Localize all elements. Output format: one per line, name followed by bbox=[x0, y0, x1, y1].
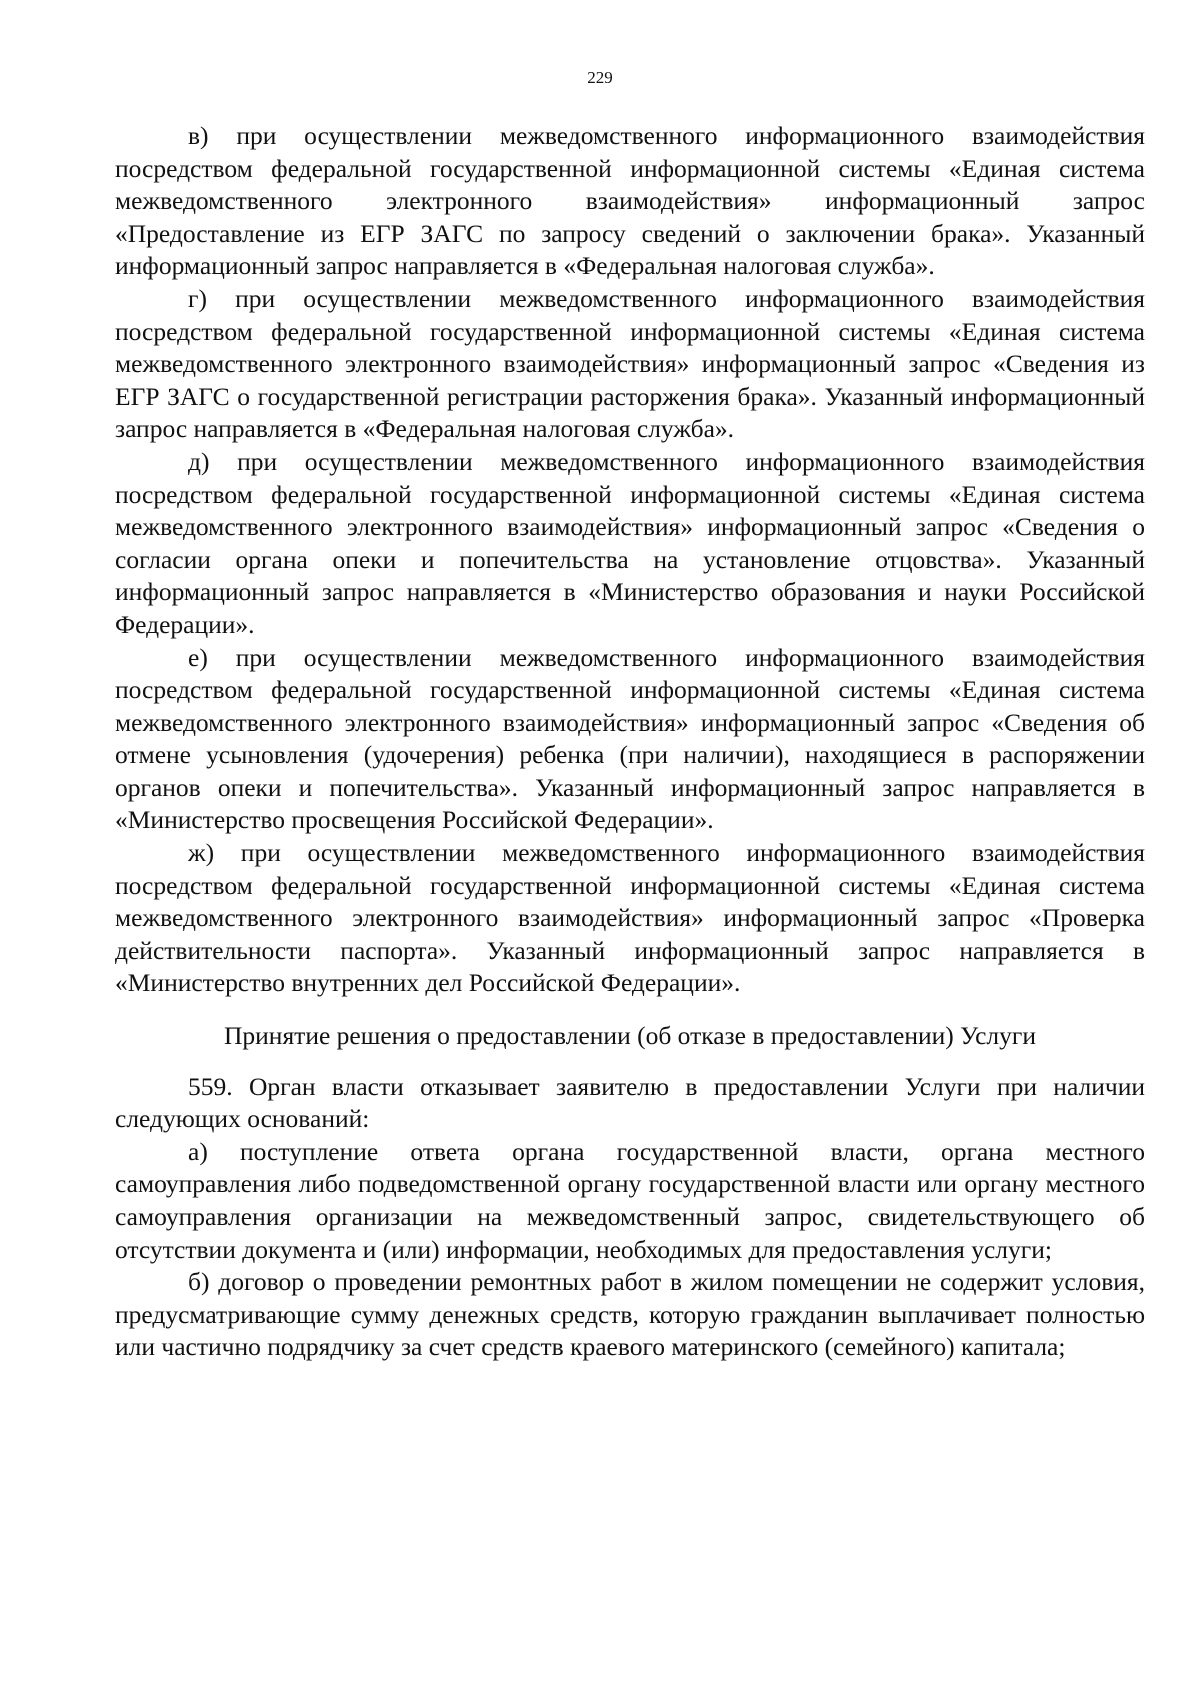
document-body bbox=[115, 120, 1145, 1364]
paragraph-v: в) при осуществлении межведомственного информационного взаимодействия посредством федеральной государственной информационной системы «Единая система межведомственного электронного взаимодействия» информационный запрос «Предоставление из ЕГР ЗАГС по запросу сведений о заключении брака». Указанный информационный запрос направляется в «Федеральная налоговая служба». bbox=[115, 121, 1145, 281]
paragraph-d: д) при осуществлении межведомственного информационного взаимодействия посредством федеральной государственной информационной системы «Единая система межведомственного электронного взаимодействия» информационный запрос «Сведения о согласии органа опеки и попечительства на установление отцовства». Указанный информационный запрос направляется в «Министерство образования и науки Российской Федерации». bbox=[115, 446, 1145, 639]
paragraph-b: б) договор о проведении ремонтных работ в жилом помещении не содержит условия, предусматривающие сумму денежных средств, которую гражданин выплачивает полностью или частично подрядчику за счет средств краевого материнского (семейного) капитала; bbox=[115, 1267, 1145, 1362]
section-heading: Принятие решения о предоставлении (об отказе в предоставлении) Услуги bbox=[223, 1021, 1037, 1051]
paragraph-a: а) поступление ответа органа государственной власти, органа местного самоуправления либо подведомственной органу государственной власти или органу местного самоуправления организации на межведомственный запрос, свидетельствующего об отсутствии документа и (или) информации, необходимых для предоставления услуги; bbox=[115, 1136, 1145, 1264]
paragraph-g: г) при осуществлении межведомственного информационного взаимодействия посредством федеральной государственной информационной системы «Единая система межведомственного электронного взаимодействия» информационный запрос «Сведения из ЕГР ЗАГС о государственной регистрации расторжения брака». Указанный информационный запрос направляется в «Федеральная налоговая служба». bbox=[115, 283, 1145, 444]
paragraph-559: 559. Орган власти отказывает заявителю в предоставлении Услуги при наличии следующих оснований: bbox=[115, 1071, 1145, 1134]
page-number: 229 bbox=[587, 68, 613, 87]
paragraph-zh: ж) при осуществлении межведомственного информационного взаимодействия посредством федеральной государственной информационной системы «Единая система межведомственного электронного взаимодействия» информационный запрос «Проверка действительности паспорта». Указанный информационный запрос направляется в «Министерство внутренних дел Российской Федерации». bbox=[115, 838, 1145, 998]
paragraph-e: е) при осуществлении межведомственного информационного взаимодействия посредством федеральной государственной информационной системы «Единая система межведомственного электронного взаимодействия» информационный запрос «Сведения об отмене усыновления (удочерения) ребенка (при наличии), находящиеся в распоряжении органов опеки и попечительства». Указанный информационный запрос направляется в «Министерство просвещения Российской Федерации». bbox=[115, 642, 1145, 835]
